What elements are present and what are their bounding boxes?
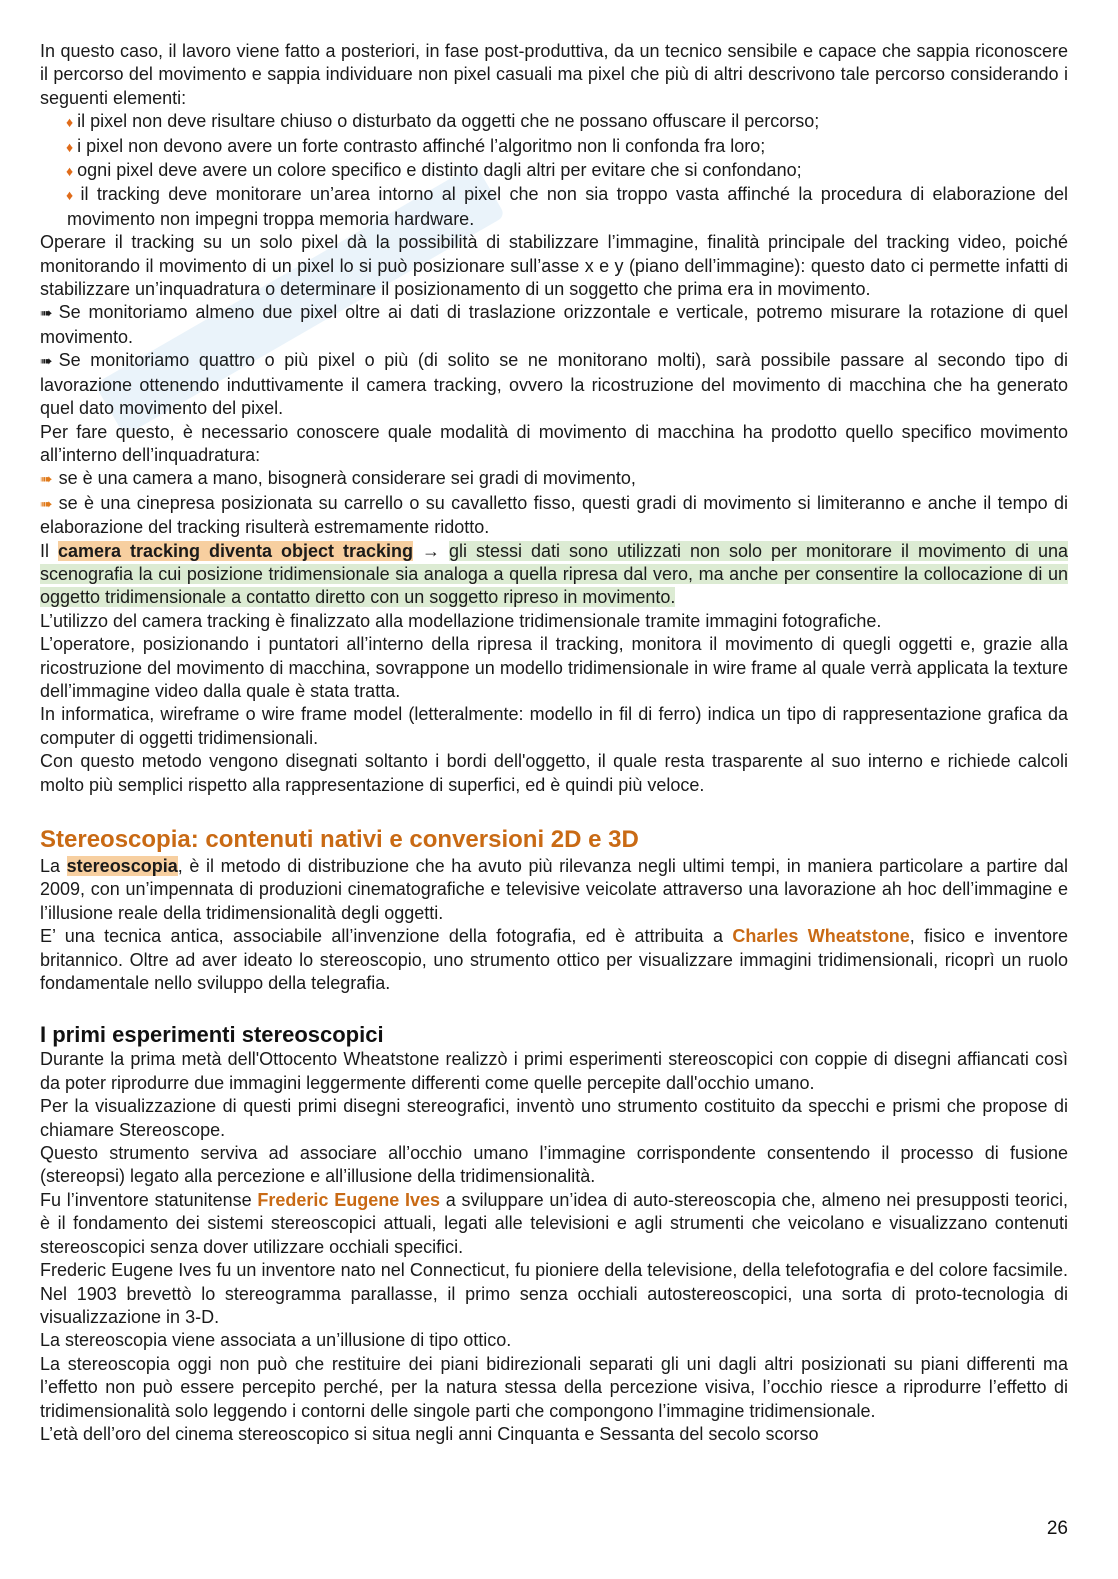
paragraph: ➠ se è una cinepresa posizionata su carrello o su cavalletto fisso, questi gradi di movimento si limiteranno e anche il tempo di elaborazione del tracking risulterà estremamente ridotto. [40,492,1068,538]
paragraph: E’ una tecnica antica, associabile all’invenzione della fotografia, ed è attribuita a Charles Wheatstone, fisico e inventore britannico. Oltre ad aver ideato lo stereoscopio, uno strumento ottico per visualizzare immagini tridimensionali, ricoprì un ruolo fondamentale nello sviluppo della telegrafia. [40,926,1069,994]
paragraph: Questo strumento serviva ad associare all’occhio umano l’immagine corrispondente consentendo il processo di fusione (stereopsi) legato alla percezione e all’illusione della tridimensionalità. [40,1143,1068,1187]
paragraph: ➠ se è una camera a mano, bisognerà considerare sei gradi di movimento, [40,468,636,489]
person-name: Frederic Eugene Ives [257,1189,441,1210]
paragraph: Il camera tracking diventa object tracking → gli stessi dati sono utilizzati non solo per monitorare il movimento di una scenografia la cui posizione tridimensionale sia analoga a quella ripresa dal vero, ma anche per consentire la collocazione di un oggetto tridimensionale a contatto diretto con un soggetto ripreso in movimento. [40,540,1068,608]
arrow-right-icon: ➠ [40,471,53,489]
subsection-heading: I primi esperimenti stereoscopici [40,1022,384,1048]
highlight: camera tracking diventa object tracking [57,540,414,561]
paragraph: La stereoscopia oggi non può che restituire dei piani bidirezionali separati gli uni dagli altri posizionati su piani differenti ma l’effetto non può essere percepito perché, per la natura stessa della percezione visiva, l’occhio riesce a riprodurre l’effetto di tridimensionalità solo leggendo i contorni delle singole parti che compongono l’immagine tridimensionale. [40,1353,1068,1421]
diamond-bullet-icon: ♦ [66,114,74,131]
list-item: ♦ il tracking deve monitorare un’area intorno al pixel che non sia troppo vasta affinché la procedura di elaborazione del movimento non impegni troppa memoria hardware. [66,184,1068,229]
bullet-list [40,110,1068,231]
paragraph: La stereoscopia viene associata a un’illusione di tipo ottico. [40,1330,512,1351]
paragraph: Frederic Eugene Ives fu un inventore nato nel Connecticut, fu pioniere della televisione, della telefotografia e del colore facsimile. Nel 1903 brevettò lo stereogramma parallasse, il primo senza occhiali autostereoscopici, una sorta di proto-tecnologia di visualizzazione in 3-D. [40,1260,1068,1327]
arrow-right-icon: ➠ [40,495,53,513]
arrow-right-icon: ➠ [40,305,53,323]
section-heading: Stereoscopia: contenuti nativi e conversioni 2D e 3D [40,826,639,853]
paragraph: La stereoscopia, è il metodo di distribuzione che ha avuto più rilevanza negli ultimi tempi, in maniera particolare a partire dal 2009, con un’impennata di produzioni cinematografiche e televisive veicolate attraverso una lavorazione ah hoc dell’immagine e l’illusione reale della tridimensionalità degli oggetti. [40,856,1068,923]
list-item: ♦ ogni pixel deve avere un colore specifico e distinto dagli altri per evitare che si confondano; [66,160,802,181]
paragraph: Per la visualizzazione di questi primi disegni stereografici, inventò uno strumento costituito da specchi e prismi che propose di chiamare Stereoscope. [40,1096,1068,1140]
paragraph: Durante la prima metà dell'Ottocento Wheatstone realizzò i primi esperimenti stereoscopici con coppie di disegni affiancati così da poter riprodurre due immagini leggermente differenti come quelle percepite dall'occhio umano. [40,1049,1068,1093]
paragraph: L’utilizzo del camera tracking è finalizzato alla modellazione tridimensionale tramite immagini fotografiche. [40,610,882,631]
paragraph: L’operatore, posizionando i puntatori all’interno della ripresa il tracking, monitora il movimento di quegli oggetti e, grazie alla ricostruzione del movimento di macchina, sovrappone un modello tridimensionale in wire frame al quale verrà applicata la texture dell’immagine video dalla quale è stata tratta. [40,634,1068,701]
person-name: Charles Wheatstone [732,926,910,947]
highlight: gli stessi dati sono utilizzati non solo per monitorare il movimento di una scenografia la cui posizione tridimensionale sia analoga a quella ripresa dal vero, ma anche per consentire la collocazione di un oggetto tridimensionale a contatto diretto con un soggetto ripreso in movimento. [40,540,1068,608]
paragraph: Fu l’inventore statunitense Frederic Eugene Ives a sviluppare un’idea di auto-stereoscopia che, almeno nei presupposti teorici, è il fondamento dei sistemi stereoscopici attuali, legati alle televisioni e agli strumenti che veicolano e visualizzano contenuti stereoscopici senza dover utilizzare occhiali specifici. [40,1189,1068,1257]
paragraph: Per fare questo, è necessario conoscere quale modalità di movimento di macchina ha prodotto quello specifico movimento all’interno dell’inquadratura: [40,421,1068,465]
diamond-bullet-icon: ♦ [66,163,74,180]
list-item: ♦ il pixel non deve risultare chiuso o disturbato da oggetti che ne possano offuscare il percorso; [66,111,820,132]
list-item: ♦ i pixel non devono avere un forte contrasto affinché l’algoritmo non li confonda fra loro; [66,135,766,156]
diamond-bullet-icon: ♦ [66,138,74,155]
highlight: stereoscopia [66,856,178,876]
paragraph: ➠ Se monitoriamo quattro o più pixel o più (di solito se ne monitorano molti), sarà possibile passare al secondo tipo di lavorazione ottenendo induttivamente il camera tracking, ovvero la ricostruzione del movimento di macchina che ha generato quel dato movimento del pixel. [40,350,1068,419]
paragraph: In informatica, wireframe o wire frame model (letteralmente: modello in fil di ferro) indica un tipo di rappresentazione grafica da computer di oggetti tridimensionali. [40,704,1068,748]
diamond-bullet-icon: ♦ [66,187,77,204]
paragraph: Operare il tracking su un solo pixel dà la possibilità di stabilizzare l’immagine, finalità principale del tracking video, poiché monitorando il movimento di un pixel lo si può posizionare sull’asse x e y (piano dell’immagine): questo dato ci permette infatti di stabilizzare un’inquadratura o determinare il posizionamento di un soggetto che prima era in movimento. [40,232,1068,300]
arrow-right-icon: ➠ [40,353,53,371]
page-number: 26 [1046,1518,1068,1539]
paragraph: In questo caso, il lavoro viene fatto a posteriori, in fase post-produttiva, da un tecnico sensibile e capace che sappia riconoscere il percorso del movimento e sappia individuare non pixel casuali ma pixel che più di altri descrivono tale percorso considerando i seguenti elementi: [40,41,1068,108]
document-page [40,40,1068,1446]
paragraph: ➠ Se monitoriamo almeno due pixel oltre ai dati di traslazione orizzontale e verticale, potremo misurare la rotazione di quel movimento. [40,302,1068,347]
paragraph: Con questo metodo vengono disegnati soltanto i bordi dell'oggetto, il quale resta trasparente al suo interno e richiede calcoli molto più semplici rispetto alla rappresentazione di superfici, ed è quindi più veloce. [40,751,1068,795]
paragraph: L’età dell’oro del cinema stereoscopico si situa negli anni Cinquanta e Sessanta del secolo scorso [40,1423,819,1444]
